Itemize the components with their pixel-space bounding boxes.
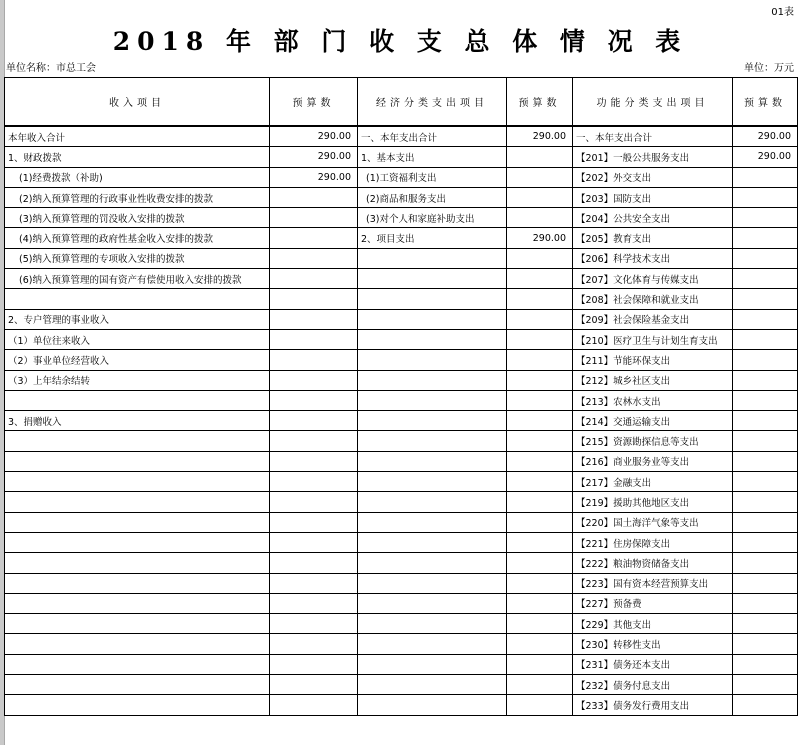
table-row (5, 167, 798, 187)
cell-econ-item: 2、项目支出 (358, 228, 507, 248)
cell-income-item: （2）事业单位经营收入 (5, 350, 270, 370)
cell-func-item: 【204】公共安全支出 (573, 208, 733, 228)
cell-budget-1 (270, 532, 358, 552)
cell-budget-3: 290.00 (733, 147, 798, 167)
cell-budget-1 (270, 228, 358, 248)
cell-budget-1 (270, 390, 358, 410)
table-row (5, 390, 798, 410)
cell-budget-3 (733, 532, 798, 552)
table-row (5, 451, 798, 471)
cell-budget-3 (733, 675, 798, 695)
cell-budget-1: 290.00 (270, 127, 358, 147)
table-row (5, 228, 798, 248)
header-income-item: 收入项目 (5, 78, 270, 126)
cell-income-item: (1)经费拨款（补助) (5, 167, 270, 187)
cell-budget-3 (733, 431, 798, 451)
cell-budget-3 (733, 654, 798, 674)
cell-budget-2 (507, 390, 573, 410)
cell-budget-3 (733, 228, 798, 248)
cell-budget-3 (733, 492, 798, 512)
cell-econ-item (358, 654, 507, 674)
cell-econ-item (358, 431, 507, 451)
cell-budget-1 (270, 329, 358, 349)
table-row (5, 350, 798, 370)
header-budget-2: 预算数 (507, 78, 573, 126)
cell-econ-item (358, 614, 507, 634)
cell-budget-3 (733, 593, 798, 613)
cell-func-item: 【215】资源勘探信息等支出 (573, 431, 733, 451)
cell-func-item: 【214】交通运输支出 (573, 411, 733, 431)
table-row (5, 614, 798, 634)
cell-econ-item (358, 390, 507, 410)
cell-func-item: 【216】商业服务业等支出 (573, 451, 733, 471)
cell-budget-1 (270, 472, 358, 492)
cell-budget-1 (270, 512, 358, 532)
cell-budget-2 (507, 147, 573, 167)
cell-budget-1 (270, 431, 358, 451)
cell-econ-item (358, 472, 507, 492)
cell-func-item: 【212】城乡社区支出 (573, 370, 733, 390)
cell-budget-2: 290.00 (507, 127, 573, 147)
cell-income-item (5, 614, 270, 634)
table-body (5, 127, 798, 716)
cell-income-item: (2)纳入预算管理的行政事业性收费安排的拨款 (5, 187, 270, 207)
cell-budget-1 (270, 593, 358, 613)
cell-econ-item (358, 675, 507, 695)
cell-budget-1 (270, 675, 358, 695)
cell-func-item: 【227】预备费 (573, 593, 733, 613)
table-row (5, 573, 798, 593)
cell-budget-1 (270, 309, 358, 329)
cell-budget-2 (507, 411, 573, 431)
cell-budget-2 (507, 492, 573, 512)
cell-budget-2 (507, 593, 573, 613)
cell-econ-item (358, 329, 507, 349)
cell-income-item: 2、专户管理的事业收入 (5, 309, 270, 329)
cell-func-item: 【217】金融支出 (573, 472, 733, 492)
cell-income-item (5, 512, 270, 532)
cell-func-item: 【207】文化体育与传媒支出 (573, 269, 733, 289)
cell-budget-1 (270, 248, 358, 268)
cell-budget-3 (733, 634, 798, 654)
cell-budget-3 (733, 329, 798, 349)
cell-budget-2 (507, 269, 573, 289)
cell-budget-1 (270, 269, 358, 289)
cell-econ-item (358, 309, 507, 329)
cell-econ-item (358, 350, 507, 370)
cell-econ-item (358, 553, 507, 573)
table-row (5, 147, 798, 167)
cell-budget-1: 290.00 (270, 167, 358, 187)
table-row (5, 634, 798, 654)
table-row (5, 411, 798, 431)
cell-budget-3 (733, 248, 798, 268)
cell-budget-1 (270, 411, 358, 431)
cell-budget-2 (507, 350, 573, 370)
cell-income-item (5, 573, 270, 593)
cell-func-item: 【223】国有资本经营预算支出 (573, 573, 733, 593)
cell-budget-3 (733, 208, 798, 228)
cell-econ-item: (1)工资福利支出 (358, 167, 507, 187)
cell-func-item: 【229】其他支出 (573, 614, 733, 634)
table-row (5, 248, 798, 268)
cell-budget-3 (733, 269, 798, 289)
cell-budget-3 (733, 553, 798, 573)
cell-func-item: 【211】节能环保支出 (573, 350, 733, 370)
cell-econ-item: 一、本年支出合计 (358, 127, 507, 147)
cell-budget-3 (733, 187, 798, 207)
cell-econ-item (358, 695, 507, 715)
cell-func-item: 【233】债务发行费用支出 (573, 695, 733, 715)
cell-econ-item: 1、基本支出 (358, 147, 507, 167)
table-row (5, 329, 798, 349)
cell-econ-item (358, 593, 507, 613)
cell-income-item: 3、捐赠收入 (5, 411, 270, 431)
cell-func-item: 【208】社会保障和就业支出 (573, 289, 733, 309)
cell-income-item: (5)纳入预算管理的专项收入安排的拨款 (5, 248, 270, 268)
cell-budget-1 (270, 187, 358, 207)
cell-income-item: 1、财政拨款 (5, 147, 270, 167)
table-row (5, 675, 798, 695)
cell-econ-item (358, 289, 507, 309)
cell-budget-2 (507, 695, 573, 715)
cell-budget-3 (733, 695, 798, 715)
cell-budget-1 (270, 208, 358, 228)
cell-budget-1 (270, 634, 358, 654)
cell-income-item (5, 654, 270, 674)
cell-budget-1 (270, 451, 358, 471)
cell-income-item (5, 695, 270, 715)
cell-func-item: 【230】转移性支出 (573, 634, 733, 654)
cell-income-item: （1）单位往来收入 (5, 329, 270, 349)
cell-budget-1: 290.00 (270, 147, 358, 167)
header-budget-3: 预算数 (733, 78, 798, 126)
table-row (5, 492, 798, 512)
cell-income-item (5, 634, 270, 654)
cell-income-item: (3)纳入预算管理的罚没收入安排的拨款 (5, 208, 270, 228)
cell-budget-2 (507, 431, 573, 451)
cell-func-item: 【231】债务还本支出 (573, 654, 733, 674)
cell-econ-item (358, 248, 507, 268)
cell-econ-item (358, 370, 507, 390)
cell-budget-1 (270, 614, 358, 634)
cell-budget-3 (733, 573, 798, 593)
cell-budget-3 (733, 289, 798, 309)
cell-econ-item (358, 451, 507, 471)
cell-budget-3 (733, 350, 798, 370)
unit-name: 单位名称：市总工会 (6, 63, 96, 74)
cell-econ-item (358, 634, 507, 654)
cell-budget-2 (507, 553, 573, 573)
cell-func-item: 【205】教育支出 (573, 228, 733, 248)
cell-func-item: 【219】援助其他地区支出 (573, 492, 733, 512)
cell-budget-3 (733, 472, 798, 492)
table-row (5, 695, 798, 715)
table-row (5, 289, 798, 309)
cell-budget-2 (507, 248, 573, 268)
table-row (5, 127, 798, 147)
cell-budget-2 (507, 634, 573, 654)
table-row (5, 187, 798, 207)
form-code: 01表 (771, 7, 794, 18)
cell-econ-item: (3)对个人和家庭补助支出 (358, 208, 507, 228)
cell-econ-item (358, 269, 507, 289)
cell-income-item (5, 451, 270, 471)
table-row (5, 512, 798, 532)
cell-budget-2 (507, 370, 573, 390)
cell-income-item (5, 675, 270, 695)
cell-budget-3 (733, 512, 798, 532)
cell-econ-item (358, 492, 507, 512)
table-row (5, 532, 798, 552)
cell-income-item (5, 593, 270, 613)
cell-budget-3 (733, 370, 798, 390)
cell-budget-2 (507, 573, 573, 593)
cell-budget-2 (507, 675, 573, 695)
cell-econ-item (358, 573, 507, 593)
cell-func-item: 【206】科学技术支出 (573, 248, 733, 268)
cell-func-item: 【209】社会保险基金支出 (573, 309, 733, 329)
table-row (5, 309, 798, 329)
table-row (5, 431, 798, 451)
cell-budget-3 (733, 451, 798, 471)
cell-budget-1 (270, 492, 358, 512)
cell-func-item: 【220】国土海洋气象等支出 (573, 512, 733, 532)
cell-func-item: 【222】粮油物资储备支出 (573, 553, 733, 573)
cell-func-item: 【202】外交支出 (573, 167, 733, 187)
cell-budget-1 (270, 573, 358, 593)
cell-econ-item (358, 512, 507, 532)
cell-budget-3 (733, 167, 798, 187)
cell-budget-2 (507, 451, 573, 471)
table-row (5, 269, 798, 289)
page-title: 2018 年 部 门 收 支 总 体 情 况 表 (112, 27, 688, 56)
cell-budget-2 (507, 309, 573, 329)
cell-econ-item (358, 411, 507, 431)
cell-income-item (5, 289, 270, 309)
cell-income-item (5, 532, 270, 552)
table-row (5, 370, 798, 390)
table-row (5, 593, 798, 613)
header-econ-item: 经济分类支出项目 (358, 78, 507, 126)
table-row (5, 472, 798, 492)
header-func-item: 功能分类支出项目 (573, 78, 733, 126)
cell-budget-3 (733, 309, 798, 329)
cell-budget-2 (507, 289, 573, 309)
cell-budget-3 (733, 614, 798, 634)
cell-func-item: 【213】农林水支出 (573, 390, 733, 410)
header-budget-1: 预算数 (270, 78, 358, 126)
cell-budget-2 (507, 654, 573, 674)
cell-income-item (5, 492, 270, 512)
cell-func-item: 【210】医疗卫生与计划生育支出 (573, 329, 733, 349)
table-row (5, 208, 798, 228)
cell-income-item (5, 390, 270, 410)
money-unit: 单位：万元 (744, 63, 794, 74)
cell-budget-2 (507, 187, 573, 207)
cell-budget-2 (507, 472, 573, 492)
header-row (5, 78, 798, 126)
cell-budget-2 (507, 512, 573, 532)
cell-income-item: 本年收入合计 (5, 127, 270, 147)
cell-budget-1 (270, 289, 358, 309)
cell-income-item: (6)纳入预算管理的国有资产有偿使用收入安排的拨款 (5, 269, 270, 289)
cell-income-item (5, 431, 270, 451)
cell-budget-2 (507, 167, 573, 187)
cell-budget-2 (507, 208, 573, 228)
cell-budget-1 (270, 553, 358, 573)
cell-income-item: (4)纳入预算管理的政府性基金收入安排的拨款 (5, 228, 270, 248)
cell-func-item: 【201】一般公共服务支出 (573, 147, 733, 167)
table-row (5, 553, 798, 573)
cell-func-item: 一、本年支出合计 (573, 127, 733, 147)
cell-budget-2 (507, 614, 573, 634)
cell-income-item (5, 553, 270, 573)
cell-budget-1 (270, 654, 358, 674)
table-row (5, 654, 798, 674)
cell-budget-3 (733, 411, 798, 431)
cell-econ-item: (2)商品和服务支出 (358, 187, 507, 207)
cell-func-item: 【232】债务付息支出 (573, 675, 733, 695)
cell-func-item: 【203】国防支出 (573, 187, 733, 207)
cell-budget-3: 290.00 (733, 127, 798, 147)
cell-budget-1 (270, 350, 358, 370)
budget-table (4, 77, 798, 716)
cell-budget-3 (733, 390, 798, 410)
cell-income-item (5, 472, 270, 492)
cell-func-item: 【221】住房保障支出 (573, 532, 733, 552)
cell-budget-2: 290.00 (507, 228, 573, 248)
cell-budget-1 (270, 370, 358, 390)
cell-income-item: （3）上年结余结转 (5, 370, 270, 390)
cell-budget-1 (270, 695, 358, 715)
cell-econ-item (358, 532, 507, 552)
cell-budget-2 (507, 532, 573, 552)
cell-budget-2 (507, 329, 573, 349)
